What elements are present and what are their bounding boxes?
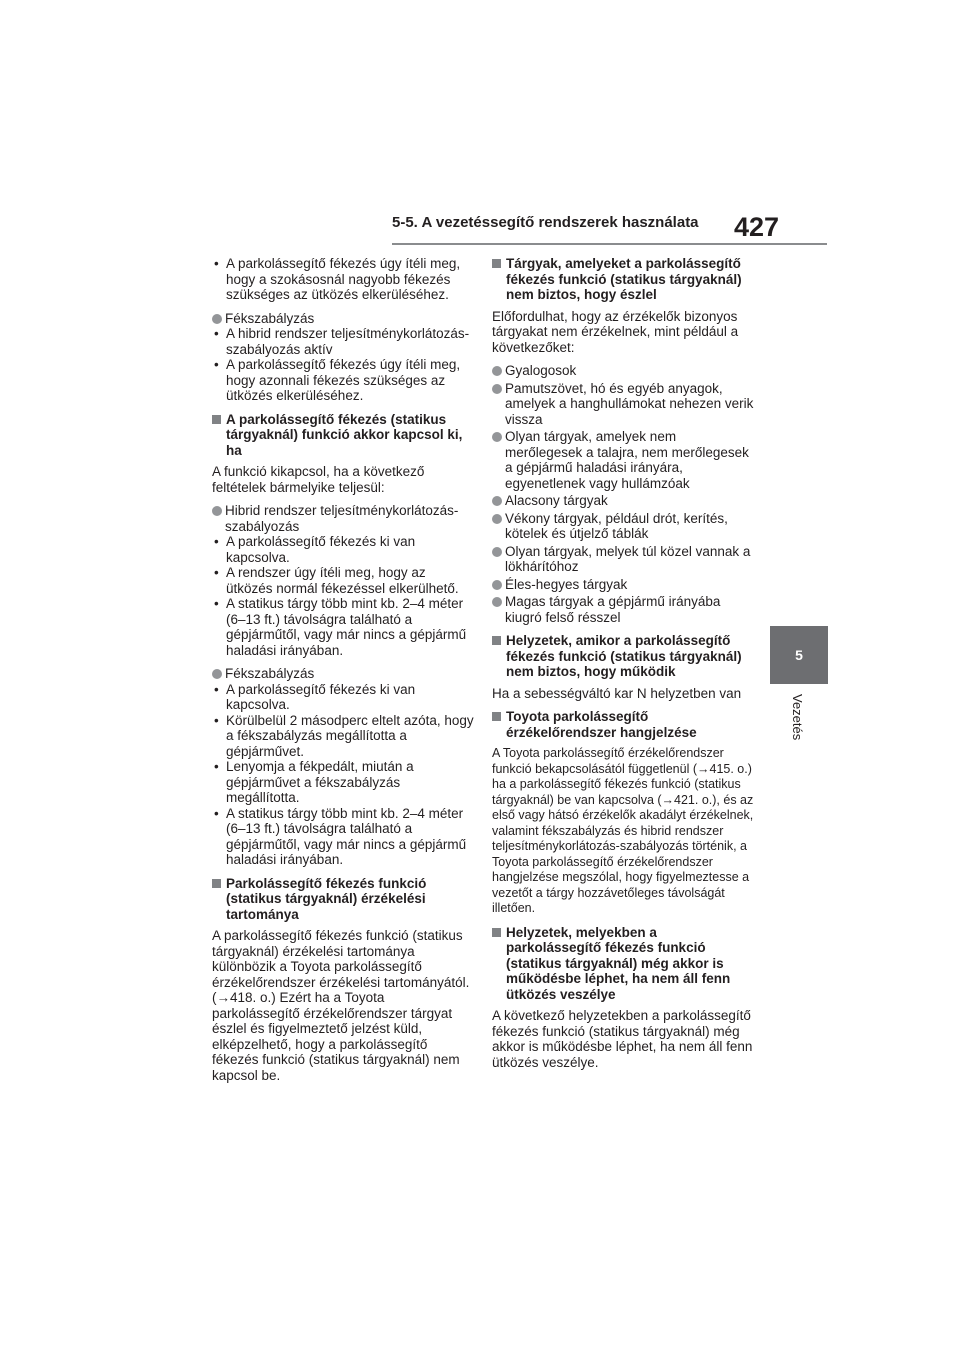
list-item: Alacsony tárgyak <box>492 493 754 509</box>
bullet-item: • A parkolássegítő fékezés ki van kapcsolva. <box>212 682 474 713</box>
list-item: Pamutszövet, hó és egyéb anyagok, amelyek a hanghullámokat nehezen verik vissza <box>492 381 754 428</box>
section-text: Előfordulhat, hogy az érzékelők bizonyos tárgyakat nem érzékelnek, mint például a következőket: <box>492 308 739 355</box>
group-bullets <box>212 682 474 868</box>
page-number: 427 <box>734 212 780 242</box>
bullet-item: • A statikus tárgy több mint kb. 2–4 méter (6–13 ft.) távolságra található a gépjárműtől, vagy már nincs a gépjármű haladási irányában. <box>212 806 474 868</box>
bullet-item: • A rendszer úgy ítéli meg, hogy az ütközés normál fékezéssel elkerülhető. <box>212 565 474 596</box>
section-text: A Toyota parkolássegítő érzékelőrendszer funkció bekapcsolásától függetlenül (→415. o.) ha a parkolássegítő fékezés funkció (statikus tárgyaknál) be van kapcsolva (→421. o.), és az első vagy hátsó érzékelők akadályt érzékelnek, valamint fékszabályzás és hibrid rendszer teljesítménykorlátozás-szabályozás történik, a Toyota parkolássegítő érzékelőrendszer hangjelzése megszólal, hogy figyelmeztesse a vezetőt a tárgy hozzávetőleges távolságát illetően. <box>492 746 754 915</box>
bullet-item: • A statikus tárgy több mint kb. 2–4 méter (6–13 ft.) távolságra található a gépjárműtől, vagy már nincs a gépjármű haladási irányában. <box>212 596 474 658</box>
list-item: Magas tárgyak a gépjármű irányába kiugró felső résszel <box>492 594 754 625</box>
list-item: Olyan tárgyak, melyek túl közel vannak a lökhárítóhoz <box>492 544 754 575</box>
list-item: Vékony tárgyak, például drót, kerítés, kötelek és útjelző táblák <box>492 511 754 542</box>
section-heading: Tárgyak, amelyeket a parkolássegítő fékezés funkció (statikus tárgyaknál) nem biztos, hogy észlel <box>492 256 754 303</box>
bullet-item: • A parkolássegítő fékezés ki van kapcsolva. <box>212 534 474 565</box>
chapter-number: 5 <box>795 647 803 663</box>
bullet-item: • A hibrid rendszer teljesítménykorlátozás-szabályozás aktív <box>212 326 474 357</box>
section-text: A funkció kikapcsol, ha a következő feltételek bármelyike teljesül: <box>212 464 425 495</box>
header-divider <box>392 243 827 245</box>
undetected-objects-list <box>492 363 754 625</box>
section-heading: Helyzetek, amikor a parkolássegítő fékezés funkció (statikus tárgyaknál) nem biztos, hogy működik <box>492 633 754 680</box>
list-item: Gyalogosok <box>492 363 754 379</box>
chapter-label: Vezetés <box>790 694 805 741</box>
section-text: A parkolássegítő fékezés funkció (statikus tárgyaknál) érzékelési tartománya különbözik a Toyota parkolássegítő érzékelőrendszer érzékelési tartományától. (→418. o.) Ezért ha a Toyota parkolássegítő érzékelőrendszer tárgyat észlel és figyelmeztető jelzést küld, elképzelhető, hogy a parkolássegítő fékezés funkció (statikus tárgyaknál) nem kapcsol be. <box>212 928 470 1083</box>
right-column <box>492 256 754 1078</box>
list-item: Olyan tárgyak, amelyek nem merőlegesek a talajra, nem merőlegesek a gépjármű haladási irányára, egyenetlenek vagy hullámzóak <box>492 429 754 491</box>
bullet-item: • Lenyomja a fékpedált, miután a gépjárművet a fékszabályzás megállította. <box>212 759 474 806</box>
bullet-item: • A parkolássegítő fékezés úgy ítéli meg, hogy azonnali fékezés szükséges az ütközés elkerüléséhez. <box>212 357 474 404</box>
bullet-item: • A parkolássegítő fékezés úgy ítéli meg, hogy a szokásosnál nagyobb fékezés szükséges az ütközés elkerüléséhez. <box>212 256 474 303</box>
section-text: A következő helyzetekben a parkolássegítő fékezés funkció (statikus tárgyaknál) még akkor is működésbe léphet, ha nem áll fenn ütközés veszélye. <box>492 1008 753 1070</box>
bullet-item: • Körülbelül 2 másodperc eltelt azóta, hogy a fékszabályzás megállította a gépjárművet. <box>212 713 474 760</box>
group-hybrid-limit <box>212 503 474 658</box>
list-item: Éles-hegyes tárgyak <box>492 577 754 593</box>
category-label: Hibrid rendszer teljesítménykorlátozás-szabályozás <box>212 503 474 534</box>
group-brake-control-2 <box>212 666 474 868</box>
intro-bullets <box>212 256 474 303</box>
section-heading: Parkolássegítő fékezés funkció (statikus tárgyaknál) érzékelési tartománya <box>212 876 474 923</box>
chapter-tab[interactable] <box>770 626 828 684</box>
group-brake-control-1 <box>212 311 474 404</box>
section-text: Ha a sebességváltó kar N helyzetben van <box>492 685 742 701</box>
section-heading: Toyota parkolássegítő érzékelőrendszer hangjelzése <box>492 709 754 740</box>
left-column <box>212 256 474 1091</box>
group-bullets <box>212 326 474 404</box>
page-header-title: 5-5. A vezetéssegítő rendszerek használata <box>392 214 699 231</box>
category-label: Fékszabályzás <box>212 666 474 682</box>
section-heading: Helyzetek, melyekben a parkolássegítő fékezés funkció (statikus tárgyaknál) még akkor is működésbe léphet, ha nem áll fenn ütközés veszélye <box>492 925 754 1003</box>
category-label: Fékszabályzás <box>212 311 474 327</box>
section-heading: A parkolássegítő fékezés (statikus tárgyaknál) funkció akkor kapcsol ki, ha <box>212 412 474 459</box>
group-bullets <box>212 534 474 658</box>
